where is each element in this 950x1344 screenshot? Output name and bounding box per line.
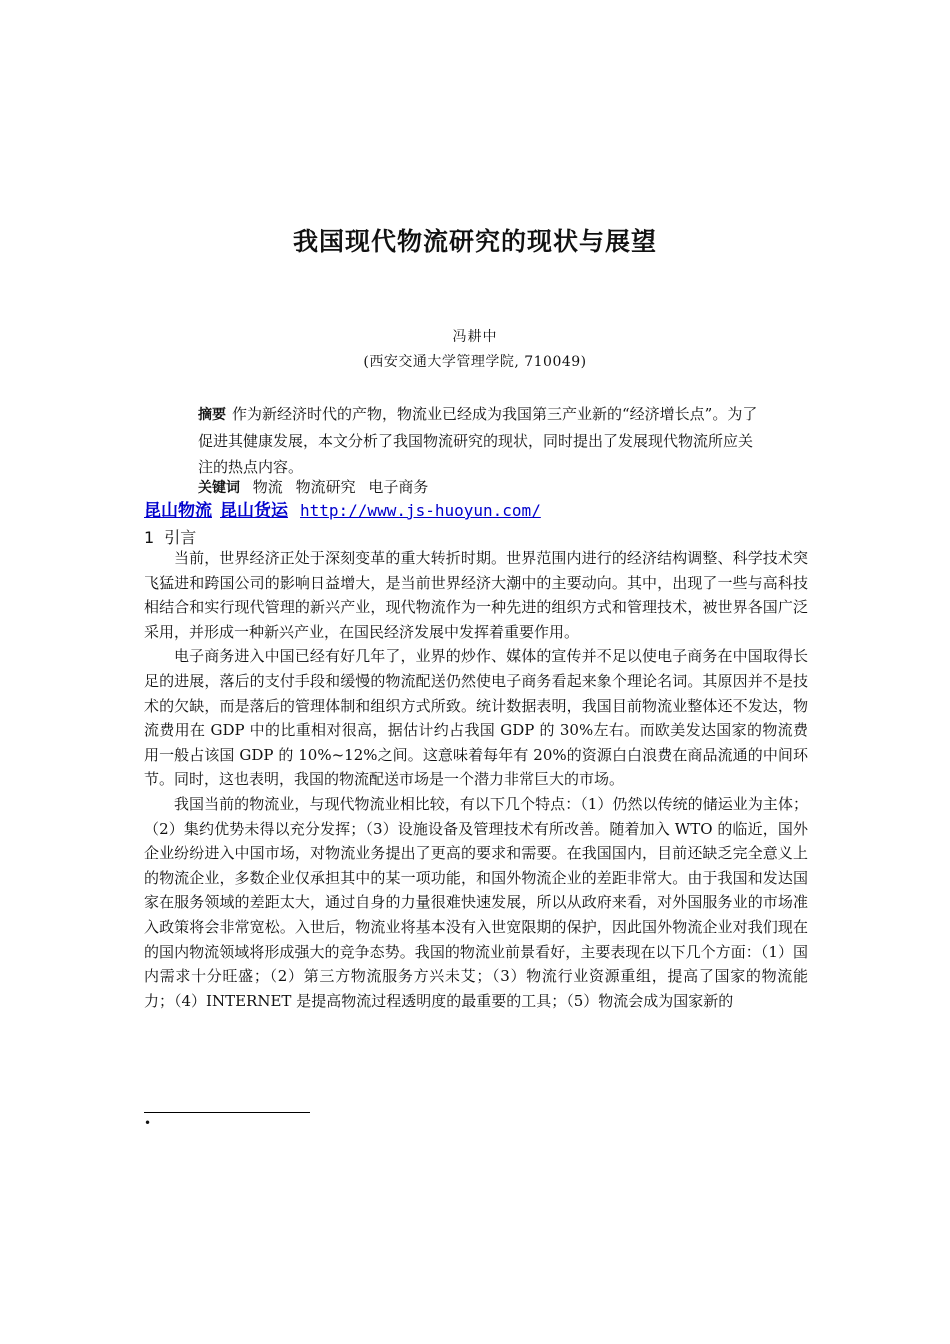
author-affiliation: (西安交通大学管理学院, 710049) <box>363 354 587 370</box>
footnote-mark: • <box>144 1116 152 1130</box>
keywords <box>198 476 758 499</box>
abstract-text: 作为新经济时代的产物，物流业已经成为我国第三产业新的“经济增长点”。为了促进其健康发展，本文分析了我国物流研究的现状，同时提出了发展现代物流所应关注的热点内容。 <box>198 405 758 476</box>
paragraph: 电子商务进入中国已经有好几年了，业界的炒作、媒体的宣传并不足以使电子商务在中国取得长足的进展，落后的支付手段和缓慢的物流配送仍然使电子商务看起来象个理论名词。其原因并不是技术的欠缺，而是落后的管理体制和组织方式所致。统计数据表明，我国目前物流业整体还不发达，物流费用在 GDP 中的比重相对很高，据估计约占我国 GDP 的 30%左右。而欧美发达国家的物流费用一般占该国 GDP 的 10%~12%之间。这意味着每年有 20%的资源白白浪费在商品流通的中间环节。同时，这也表明，我国的物流配送市场是一个潜力非常巨大的市场。 <box>144 647 808 789</box>
paper-title: 我国现代物流研究的现状与展望 <box>292 227 657 256</box>
paragraph: 我国当前的物流业，与现代物流业相比较，有以下几个特点：（1）仍然以传统的储运业为主体；（2）集约优势未得以充分发挥；（3）设施设备及管理技术有所改善。随着加入 WTO 的临近，国外企业纷纷进入中国市场，对物流业务提出了更高的要求和需要。在我国国内，目前还缺乏完全意义上的物流企业，多数企业仅承担其中的某一项功能，和国外物流企业的差距非常大。由于我国和发达国家在服务领域的差距太大，通过自身的力量很难快速发展，所以从政府来看，对外国服务业的市场准入政策将会非常宽松。入世后，物流业将基本没有入世宽限期的保护，因此国外物流企业对我们现在的国内物流领域将形成强大的竞争态势。我国的物流业前景看好，主要表现在以下几个方面：（1）国内需求十分旺盛；（2）第三方物流服务方兴未艾；（3）物流行业资源重组，提高了国家的物流能力；（4）INTERNET 是提高物流过程透明度的最重要的工具；（5）物流会成为国家新的 <box>144 794 808 1010</box>
section-title: 引言 <box>164 528 197 547</box>
footnote-rule <box>144 1112 310 1113</box>
link-url[interactable]: http://www.js-huoyun.com/ <box>300 501 541 520</box>
link-kunshan-freight[interactable]: 昆山货运 <box>220 501 288 521</box>
body-text <box>144 546 808 1013</box>
abstract <box>198 401 758 480</box>
keyword-item: 物流 <box>252 478 283 496</box>
author-name: 冯耕中 <box>452 329 498 345</box>
section-heading <box>144 525 196 548</box>
section-number: 1 <box>144 528 155 547</box>
keyword-item: 电子商务 <box>368 478 429 496</box>
abstract-label: 摘要 <box>198 407 226 423</box>
link-line <box>144 499 844 523</box>
keyword-item: 物流研究 <box>295 478 356 496</box>
link-kunshan-logistics[interactable]: 昆山物流 <box>144 501 212 521</box>
keywords-label: 关键词 <box>198 480 240 496</box>
paragraph: 当前，世界经济正处于深刻变革的重大转折时期。世界范围内进行的经济结构调整、科学技术突飞猛进和跨国公司的影响日益增大，是当前世界经济大潮中的主要动向。其中，出现了一些与高科技相结合和实行现代管理的新兴产业，现代物流作为一种先进的组织方式和管理技术，被世界各国广泛采用，并形成一种新兴产业，在国民经济发展中发挥着重要作用。 <box>144 549 808 641</box>
